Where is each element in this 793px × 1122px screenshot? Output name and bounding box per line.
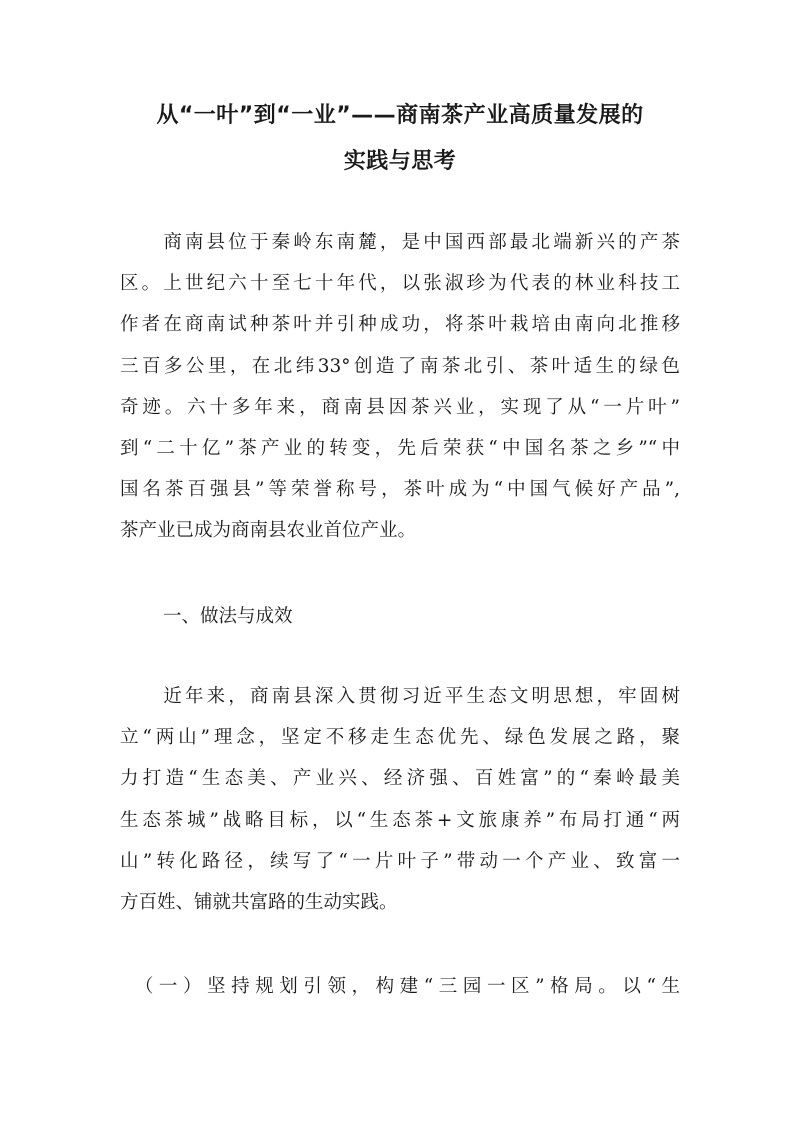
subsection-line: （一）坚持规划引领，构建“三园一区”格局。以“生: [120, 976, 680, 997]
subsection-paragraph: [120, 966, 680, 1007]
paragraph-line: 国名茶百强县”等荣誉称号，茶叶成为“中国气候好产品”,: [120, 479, 680, 501]
paragraph-line: 到“二十亿”茶产业的转变，先后荣获“中国名茶之乡”“中: [120, 438, 680, 460]
paragraph-line: 立“两山”理念，坚定不移走生态优先、绿色发展之路，聚: [120, 727, 680, 749]
title-line: 从“一叶”到“一业”——商南茶产业高质量发展的: [156, 103, 644, 128]
paragraph-line: 生态茶城”战略目标，以“生态茶+文旅康养”布局打通“两: [120, 809, 680, 831]
title-line: 实践与思考: [343, 149, 457, 174]
paragraph-line: 区。上世纪六十至七十年代，以张淑珍为代表的林业科技工: [120, 273, 680, 295]
paragraph-line: 茶产业已成为商南县农业首位产业。: [120, 520, 417, 542]
paragraph-line: 作者在商南试种茶叶并引种成功，将茶叶栽培由南向北推移: [120, 314, 680, 336]
paragraph-line: 商南县位于秦岭东南麓，是中国西部最北端新兴的产茶: [120, 232, 680, 253]
paragraph-line: 近年来，商南县深入贯彻习近平生态文明思想，牢固树: [120, 686, 680, 707]
paragraph-line: 山”转化路径，续写了“一片叶子”带动一个产业、致富一: [120, 850, 680, 872]
paragraph-line: 三百多公里，在北纬33°创造了南茶北引、茶叶适生的绿色: [120, 355, 680, 377]
document-title: [100, 93, 700, 185]
paragraph-line: 奇迹。六十多年来，商南县因茶兴业，实现了从“一片叶”: [120, 396, 680, 418]
section-heading: 一、做法与成效: [163, 606, 293, 627]
paragraph-line: 方百姓、铺就共富路的生动实践。: [120, 892, 398, 914]
intro-paragraph: [120, 222, 680, 552]
section-paragraph: [120, 676, 680, 923]
paragraph-line: 力打造“生态美、产业兴、经济强、百姓富”的“秦岭最美: [120, 768, 680, 790]
